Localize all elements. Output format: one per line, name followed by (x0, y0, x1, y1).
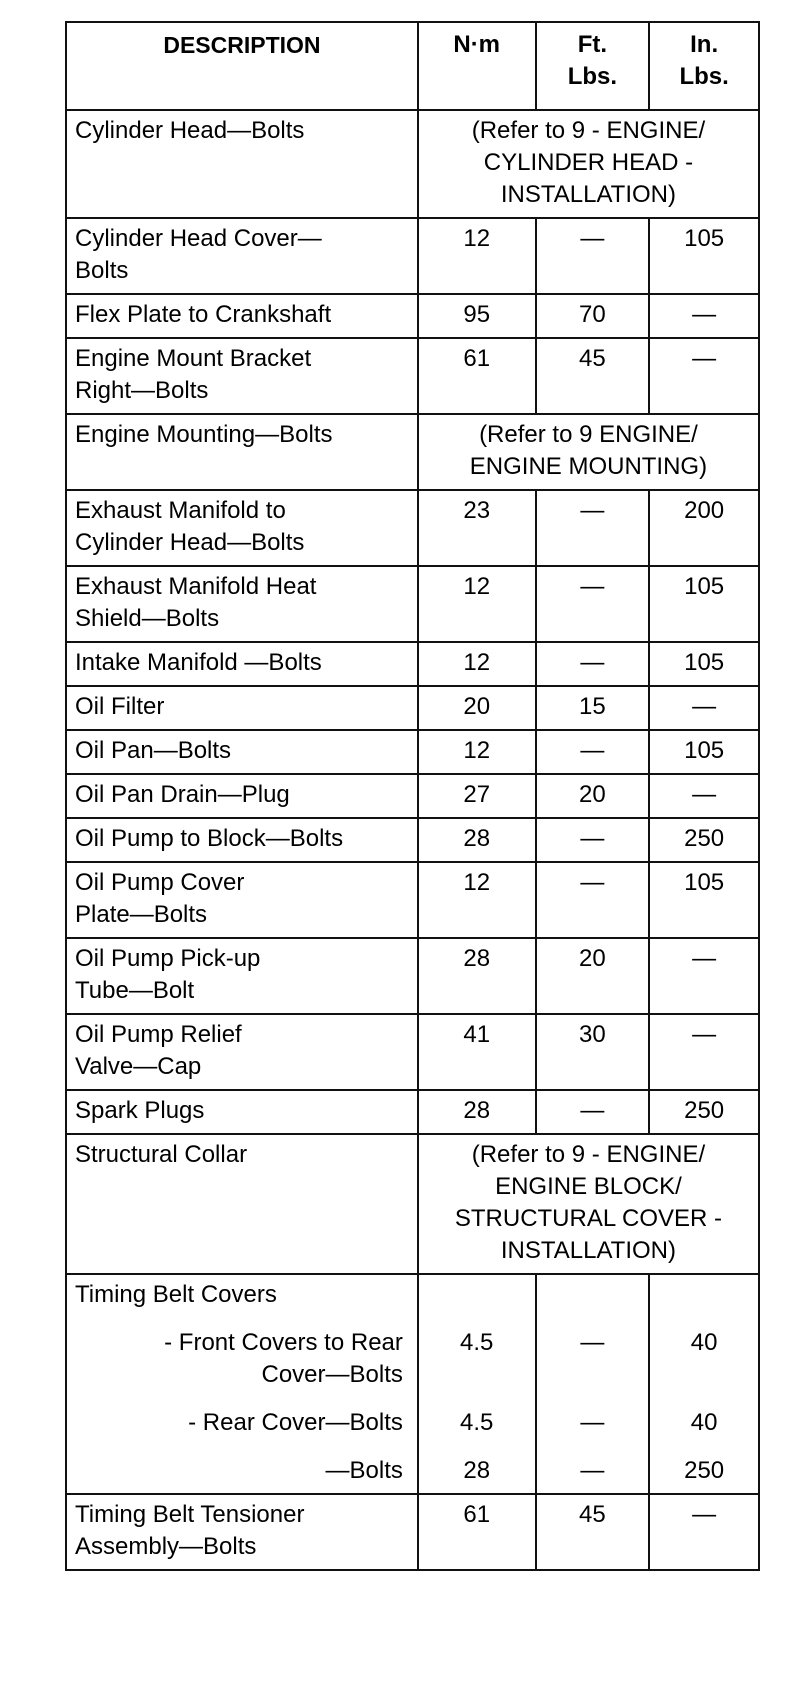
nm-cell: 23 (418, 490, 536, 566)
ft-lbs-cell: 30 (536, 1014, 650, 1090)
reference-cell: (Refer to 9 - ENGINE/ ENGINE BLOCK/ STRUCTURAL COVER - INSTALLATION) (418, 1134, 759, 1274)
header-in-line1: In. (690, 31, 719, 58)
header-in-line2: Lbs. (679, 63, 729, 90)
description-cell: Oil Pump Cover Plate—Bolts (66, 862, 418, 938)
ft-lbs-cell: 45 (536, 338, 650, 414)
nm-cell: 41 (418, 1014, 536, 1090)
description-cell: - Rear Cover—Bolts (66, 1397, 418, 1445)
ft-lbs-cell: — (536, 1445, 650, 1494)
in-lbs-cell: 250 (649, 818, 759, 862)
description-cell: Engine Mount Bracket Right—Bolts (66, 338, 418, 414)
description-cell: Oil Pump to Block—Bolts (66, 818, 418, 862)
in-lbs-cell: 105 (649, 642, 759, 686)
description-cell: Oil Filter (66, 686, 418, 730)
ft-lbs-cell: — (536, 1317, 650, 1397)
reference-cell: (Refer to 9 - ENGINE/ CYLINDER HEAD - INSTALLATION) (418, 110, 759, 218)
nm-cell: 28 (418, 1445, 536, 1494)
table-row (66, 1134, 759, 1274)
table-row (66, 938, 759, 1014)
description-cell: Oil Pan—Bolts (66, 730, 418, 774)
description-cell: Intake Manifold —Bolts (66, 642, 418, 686)
description-cell: Spark Plugs (66, 1090, 418, 1134)
ft-lbs-cell: — (536, 1397, 650, 1445)
nm-cell: 27 (418, 774, 536, 818)
table-row (66, 110, 759, 218)
nm-cell: 20 (418, 686, 536, 730)
description-cell: Cylinder Head Cover— Bolts (66, 218, 418, 294)
table-row (66, 1317, 759, 1397)
nm-cell: 28 (418, 938, 536, 1014)
description-cell: Engine Mounting—Bolts (66, 414, 418, 490)
table-row (66, 774, 759, 818)
header-description: DESCRIPTION (66, 22, 418, 110)
description-cell: Timing Belt Tensioner Assembly—Bolts (66, 1494, 418, 1570)
description-cell: - Front Covers to Rear Cover—Bolts (66, 1317, 418, 1397)
table-header-row (66, 22, 759, 110)
ft-lbs-cell: — (536, 218, 650, 294)
nm-cell: 28 (418, 1090, 536, 1134)
in-lbs-cell: 105 (649, 730, 759, 774)
empty-cell (536, 1274, 650, 1317)
ft-lbs-cell: 20 (536, 938, 650, 1014)
header-ft-lbs (536, 22, 650, 110)
ft-lbs-cell: — (536, 490, 650, 566)
nm-cell: 4.5 (418, 1397, 536, 1445)
header-ft-line1: Ft. (577, 31, 608, 58)
reference-cell: (Refer to 9 ENGINE/ ENGINE MOUNTING) (418, 414, 759, 490)
table-row (66, 338, 759, 414)
table-row (66, 1445, 759, 1494)
table-row (66, 686, 759, 730)
description-cell: Exhaust Manifold to Cylinder Head—Bolts (66, 490, 418, 566)
nm-cell: 12 (418, 566, 536, 642)
table-row (66, 294, 759, 338)
description-cell: Structural Collar (66, 1134, 418, 1274)
table-row (66, 490, 759, 566)
in-lbs-cell: — (649, 686, 759, 730)
header-nm: N·m (418, 22, 536, 110)
nm-cell: 61 (418, 338, 536, 414)
table-row (66, 1090, 759, 1134)
ft-lbs-cell: 45 (536, 1494, 650, 1570)
in-lbs-cell: — (649, 294, 759, 338)
ft-lbs-cell: 70 (536, 294, 650, 338)
header-in-lbs (649, 22, 759, 110)
in-lbs-cell: 40 (649, 1317, 759, 1397)
in-lbs-cell: — (649, 1494, 759, 1570)
in-lbs-cell: 105 (649, 218, 759, 294)
in-lbs-cell: 40 (649, 1397, 759, 1445)
nm-cell: 12 (418, 862, 536, 938)
description-cell: Oil Pan Drain—Plug (66, 774, 418, 818)
description-cell: Oil Pump Relief Valve—Cap (66, 1014, 418, 1090)
ft-lbs-cell: — (536, 642, 650, 686)
description-cell: —Bolts (66, 1445, 418, 1494)
empty-cell (418, 1274, 536, 1317)
ft-lbs-cell: — (536, 730, 650, 774)
nm-cell: 28 (418, 818, 536, 862)
ft-lbs-cell: — (536, 566, 650, 642)
description-cell: Oil Pump Pick-up Tube—Bolt (66, 938, 418, 1014)
description-cell: Exhaust Manifold Heat Shield—Bolts (66, 566, 418, 642)
table-row (66, 414, 759, 490)
table-row (66, 218, 759, 294)
in-lbs-cell: — (649, 774, 759, 818)
header-ft-line2: Lbs. (567, 63, 618, 90)
table-row (66, 1274, 759, 1317)
nm-cell: 95 (418, 294, 536, 338)
in-lbs-cell: 250 (649, 1445, 759, 1494)
table-row (66, 566, 759, 642)
description-cell: Cylinder Head—Bolts (66, 110, 418, 218)
nm-cell: 4.5 (418, 1317, 536, 1397)
in-lbs-cell: — (649, 938, 759, 1014)
table-row (66, 1014, 759, 1090)
nm-cell: 12 (418, 218, 536, 294)
ft-lbs-cell: — (536, 862, 650, 938)
ft-lbs-cell: 15 (536, 686, 650, 730)
description-cell: Timing Belt Covers (66, 1274, 418, 1317)
in-lbs-cell: — (649, 1014, 759, 1090)
in-lbs-cell: — (649, 338, 759, 414)
nm-cell: 61 (418, 1494, 536, 1570)
description-cell: Flex Plate to Crankshaft (66, 294, 418, 338)
nm-cell: 12 (418, 730, 536, 774)
table-row (66, 642, 759, 686)
ft-lbs-cell: 20 (536, 774, 650, 818)
nm-cell: 12 (418, 642, 536, 686)
table-row (66, 862, 759, 938)
in-lbs-cell: 200 (649, 490, 759, 566)
table-row (66, 1397, 759, 1445)
empty-cell (649, 1274, 759, 1317)
torque-spec-table (65, 21, 760, 1571)
ft-lbs-cell: — (536, 1090, 650, 1134)
table-row (66, 730, 759, 774)
in-lbs-cell: 105 (649, 862, 759, 938)
table-row (66, 818, 759, 862)
in-lbs-cell: 250 (649, 1090, 759, 1134)
in-lbs-cell: 105 (649, 566, 759, 642)
table-row (66, 1494, 759, 1570)
ft-lbs-cell: — (536, 818, 650, 862)
